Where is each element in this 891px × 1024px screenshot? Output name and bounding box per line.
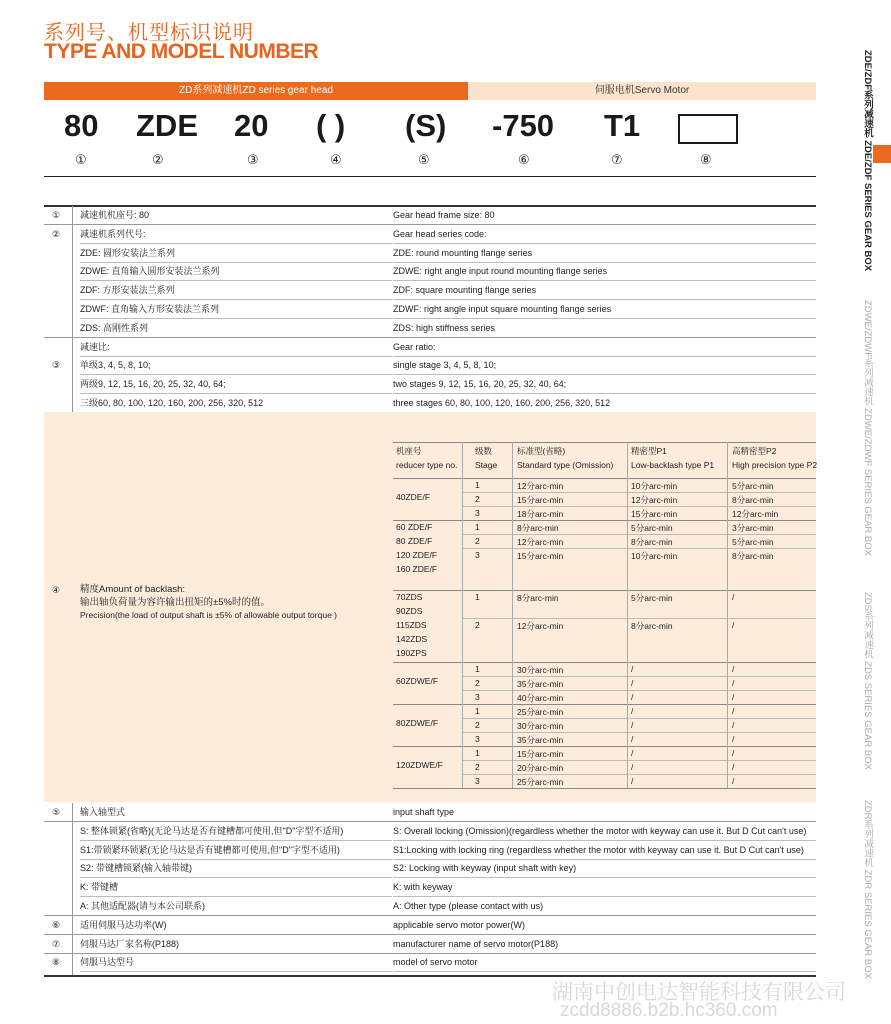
- legend-row: [44, 356, 816, 375]
- code-precision: ( ): [316, 108, 346, 143]
- table-divider: [627, 442, 628, 788]
- row-text-cn: 伺服马达型号: [80, 957, 135, 968]
- row-number: ②: [52, 228, 61, 239]
- servo-motor-bar: 伺服电机Servo Motor: [468, 82, 816, 100]
- table-rule: [393, 746, 816, 747]
- row-text-en: K: with keyway: [393, 882, 453, 893]
- gear-head-bar: ZD系列减速机ZD series gear head: [44, 82, 468, 100]
- table-cell: 3: [475, 734, 480, 744]
- table-cell: 15分arc-min: [517, 495, 564, 505]
- table-cell: /: [732, 734, 735, 744]
- table-subrule: [462, 690, 816, 691]
- reducer-type: 160 ZDE/F: [396, 564, 438, 574]
- table-cell: 25分arc-min: [517, 777, 564, 787]
- table-cell: 3: [475, 508, 480, 518]
- row-separator: [80, 971, 392, 972]
- table-rule: [393, 478, 816, 479]
- row-text-cn: A: 其他适配器(请与本公司联系): [80, 901, 205, 911]
- table-cell: /: [732, 678, 735, 688]
- table-header: 高精密型P2: [732, 446, 777, 456]
- reducer-type: 115ZDS: [396, 620, 427, 630]
- table-cell: /: [631, 692, 634, 702]
- precision-title: 精度Amount of backlash:: [80, 584, 186, 595]
- table-divider: [512, 442, 513, 788]
- reducer-type: 190ZPS: [396, 648, 427, 658]
- row-text-en: ZDF: square mounting flange series: [393, 285, 537, 296]
- reducer-type: 120ZDWE/F: [396, 760, 443, 770]
- row-text-cn: 伺服马达厂家名称(P188): [80, 938, 180, 949]
- side-label: ZDR系列减速机 ZDR SERIES GEAR BOX: [862, 800, 873, 979]
- legend-row: [44, 822, 816, 841]
- legend-row: [44, 916, 816, 935]
- table-cell: 8分arc-min: [631, 537, 673, 547]
- table-rule: [393, 704, 816, 705]
- table-rule: [393, 788, 816, 789]
- table-cell: 35分arc-min: [517, 679, 564, 689]
- table-cell: /: [732, 692, 735, 702]
- table-header: 标准型(省略): [517, 446, 566, 456]
- table-cell: 12分arc-min: [517, 621, 564, 631]
- row-text-en: two stages 9, 12, 15, 16, 20, 25, 32, 40, 64;: [393, 379, 567, 390]
- legend-row: [44, 244, 816, 263]
- legend-row: [44, 859, 816, 878]
- table-cell: 30分arc-min: [517, 665, 564, 675]
- row-text-en: three stages 60, 80, 100, 120, 160, 200, 256, 320, 512: [393, 398, 611, 408]
- side-label: ZDWE/ZDWF系列减速机 ZDWE/ZDWF SERIES GEAR BOX: [862, 300, 873, 556]
- code-number: ②: [152, 152, 164, 167]
- precision-note-cn: 输出轴负荷量为容许输出扭矩的±5%时的值。: [80, 597, 270, 608]
- legend-row: [44, 953, 816, 972]
- code-frame: 80: [64, 108, 99, 143]
- code-model-box: [678, 114, 738, 144]
- column-divider: [72, 803, 73, 975]
- precision-note-en: Precision(the load of output shaft is ±5% of allowable output torque ): [80, 610, 337, 620]
- row-text-en: ZDS: high stiffness series: [393, 322, 495, 333]
- code-number: ⑥: [518, 152, 530, 167]
- row-number: ④: [52, 585, 61, 595]
- row-number: ③: [52, 360, 61, 371]
- table-cell: 1: [475, 480, 480, 490]
- side-tab-marker: [873, 145, 891, 163]
- table-cell: 12分arc-min: [631, 495, 678, 505]
- table-cell: /: [732, 776, 735, 786]
- reducer-type: 90ZDS: [396, 606, 423, 616]
- table-cell: 40分arc-min: [517, 693, 564, 703]
- legend-row: [44, 878, 816, 897]
- title-english: TYPE AND MODEL NUMBER: [44, 40, 319, 63]
- row-separator: [393, 971, 816, 972]
- row-number: ⑤: [52, 807, 61, 817]
- row-text-en: A: Other type (please contact with us): [393, 901, 544, 911]
- table-header: 级数: [475, 446, 493, 456]
- table-cell: 2: [475, 762, 480, 772]
- table-cell: /: [732, 664, 735, 674]
- table-cell: 25分arc-min: [517, 707, 564, 717]
- table-cell: 12分arc-min: [517, 537, 564, 547]
- table-cell: 3: [475, 550, 480, 560]
- table-subrule: [462, 492, 816, 493]
- row-text-cn: ZDS: 高刚性系列: [80, 322, 149, 333]
- table-cell: /: [732, 720, 735, 730]
- reducer-type: 80ZDWE/F: [396, 718, 439, 728]
- table-cell: 10分arc-min: [631, 551, 678, 561]
- legend-row: [44, 300, 816, 319]
- reducer-type: 60ZDWE/F: [396, 676, 439, 686]
- legend-row: [44, 262, 816, 281]
- table-header: Low-backlash type P1: [631, 460, 715, 470]
- row-number: ⑥: [52, 919, 61, 930]
- legend-row: [44, 206, 816, 225]
- code-number: ①: [75, 152, 87, 167]
- table-cell: /: [732, 762, 735, 772]
- table-rule: [393, 520, 816, 521]
- table-subrule: [462, 618, 816, 619]
- table-cell: 1: [475, 706, 480, 716]
- legend-row: [44, 225, 816, 244]
- table-rule: [393, 662, 816, 663]
- row-text-cn: 减速机系列代号:: [80, 228, 146, 239]
- reducer-type: 60 ZDE/F: [396, 522, 433, 532]
- table-cell: 2: [475, 494, 480, 504]
- legend-row: [44, 375, 816, 394]
- table-cell: 3分arc-min: [732, 523, 774, 533]
- table-cell: /: [732, 620, 735, 630]
- row-text-en: ZDWF: right angle input square mounting flange series: [393, 304, 612, 314]
- row-text-cn: 适用伺服马达功率(W): [80, 919, 167, 930]
- code-series: ZDE: [136, 108, 198, 143]
- table-subrule: [462, 548, 816, 549]
- table-cell: 5分arc-min: [631, 523, 673, 533]
- code-number: ⑧: [700, 152, 712, 167]
- reducer-type: 142ZDS: [396, 634, 428, 644]
- table-cell: 8分arc-min: [732, 551, 774, 561]
- reducer-type: 40ZDE/F: [396, 492, 431, 502]
- table-subrule: [462, 676, 816, 677]
- watermark-company: 湖南中创电达智能科技有限公司: [552, 981, 846, 1004]
- table-subrule: [462, 534, 816, 535]
- table-cell: /: [631, 720, 634, 730]
- table-cell: /: [732, 748, 735, 758]
- row-text-cn: S: 整体锁紧(省略)(无论马达是否有键槽都可使用,但"D"字型不适用): [80, 825, 344, 836]
- legend-row: [44, 319, 816, 338]
- row-text-cn: ZDWF: 直角输入方形安装法兰系列: [80, 304, 219, 314]
- row-number: ⑦: [52, 938, 61, 949]
- code-number: ③: [247, 152, 259, 167]
- code-shaft: (S): [405, 108, 447, 143]
- table-cell: 8分arc-min: [732, 495, 774, 505]
- table-cell: 5分arc-min: [732, 537, 774, 547]
- table-cell: /: [631, 678, 634, 688]
- row-text-cn: 两级9, 12, 15, 16, 20, 25, 32, 40, 64;: [80, 379, 226, 390]
- row-text-en: ZDWE: right angle input round mounting flange series: [393, 266, 608, 277]
- row-text-cn: 三级60, 80, 100, 120, 160, 200, 256, 320, 512: [80, 398, 264, 408]
- table-cell: 8分arc-min: [517, 523, 559, 533]
- table-subrule: [462, 506, 816, 507]
- code-ratio: 20: [234, 108, 269, 143]
- code-maker: T1: [604, 108, 641, 143]
- table-cell: 1: [475, 522, 480, 532]
- table-cell: /: [732, 592, 735, 602]
- row-text-en: S2: Locking with keyway (input shaft with key): [393, 863, 577, 874]
- row-text-cn: S2: 带键槽锁紧(输入轴带键): [80, 863, 193, 874]
- table-cell: 3: [475, 692, 480, 702]
- table-cell: 12分arc-min: [732, 509, 779, 519]
- table-cell: 30分arc-min: [517, 721, 564, 731]
- row-text-en: Gear ratio:: [393, 341, 436, 352]
- table-cell: 2: [475, 678, 480, 688]
- row-text-cn: ZDF: 方形安装法兰系列: [80, 285, 175, 296]
- row-text-en: model of servo motor: [393, 957, 478, 968]
- table-cell: 1: [475, 748, 480, 758]
- table-cell: 2: [475, 620, 480, 630]
- row-text-cn: ZDE: 圆形安装法兰系列: [80, 247, 176, 258]
- row-text-en: applicable servo motor power(W): [393, 919, 526, 930]
- legend-row: [44, 841, 816, 860]
- side-label: ZDE/ZDF系列减速机 ZDE/ZDF SERIES GEAR BOX: [862, 50, 873, 272]
- table-cell: /: [631, 734, 634, 744]
- reducer-type: 120 ZDE/F: [396, 550, 438, 560]
- table-cell: /: [631, 748, 634, 758]
- table-cell: 15分arc-min: [517, 551, 564, 561]
- legend-row: [44, 803, 816, 822]
- reducer-type: 80 ZDE/F: [396, 536, 433, 546]
- table-cell: /: [631, 762, 634, 772]
- table-header: 机座号: [396, 446, 422, 456]
- row-text-cn: K: 带键槽: [80, 882, 119, 893]
- row-text-en: Gear head frame size: 80: [393, 210, 495, 220]
- table-cell: 20分arc-min: [517, 763, 564, 773]
- watermark-url: zcdd8886.b2b.hc360.com: [560, 1000, 778, 1021]
- table-cell: 35分arc-min: [517, 735, 564, 745]
- divider: [44, 176, 816, 177]
- legend-row: [44, 281, 816, 300]
- table-cell: /: [631, 776, 634, 786]
- table-header: Stage: [475, 460, 498, 470]
- table-cell: /: [631, 706, 634, 716]
- row-text-cn: 减速机机座号: 80: [80, 210, 150, 220]
- table-subrule: [462, 774, 816, 775]
- code-number: ⑦: [611, 152, 623, 167]
- table-header: High precision type P2: [732, 460, 818, 470]
- table-cell: 8分arc-min: [631, 621, 673, 631]
- row-text-cn: S1:带锁紧环锁紧(无论马达是否有键槽都可使用,但"D"字型不适用): [80, 844, 340, 855]
- code-power: -750: [492, 108, 555, 143]
- table-cell: 8分arc-min: [517, 593, 559, 603]
- row-text-cn: 输入轴型式: [80, 807, 126, 817]
- legend-row: [44, 935, 816, 954]
- table-cell: 15分arc-min: [517, 749, 564, 759]
- legend-row: [44, 897, 816, 916]
- title-chinese: 系列号、机型标识说明: [44, 22, 254, 44]
- table-header: Standard type (Omission): [517, 460, 614, 470]
- row-text-cn: 单级3, 4, 5, 8, 10;: [80, 360, 151, 371]
- row-text-en: S: Overall locking (Omission)(regardless whether the motor with keyway can use it. But D Cut can't use): [393, 825, 807, 836]
- code-number: ④: [330, 152, 342, 167]
- row-text-cn: ZDWE: 直角输入圆形安装法兰系列: [80, 266, 220, 277]
- row-number: ⑧: [52, 957, 61, 968]
- row-text-en: Gear head series code:: [393, 228, 487, 239]
- table-cell: 12分arc-min: [517, 481, 564, 491]
- table-subrule: [462, 732, 816, 733]
- table-cell: 10分arc-min: [631, 481, 678, 491]
- table-subrule: [462, 718, 816, 719]
- row-text-cn: 减速比:: [80, 341, 110, 352]
- table-cell: 15分arc-min: [631, 509, 678, 519]
- table-cell: 1: [475, 592, 480, 602]
- row-text-en: single stage 3, 4, 5, 8, 10;: [393, 360, 497, 371]
- legend-row: [44, 338, 816, 357]
- table-divider: [727, 442, 728, 788]
- legend-row: [44, 394, 816, 413]
- table-header: reducer type no.: [396, 460, 458, 470]
- row-text-en: input shaft type: [393, 807, 455, 817]
- table-cell: 2: [475, 536, 480, 546]
- table-cell: 5分arc-min: [732, 481, 774, 491]
- table-divider: [462, 442, 463, 788]
- table-cell: /: [631, 664, 634, 674]
- side-label: ZDS系列减速机 ZDS SERIES GEAR BOX: [862, 592, 873, 770]
- table-rule: [393, 590, 816, 591]
- table-rule: [393, 442, 816, 443]
- row-text-en: S1:Locking with locking ring (regardless whether the motor with keyway can use it. But D Cut can't use): [393, 844, 804, 855]
- code-number: ⑤: [418, 152, 430, 167]
- table-cell: 3: [475, 776, 480, 786]
- row-number: ①: [52, 210, 61, 220]
- table-cell: 1: [475, 664, 480, 674]
- table-cell: 5分arc-min: [631, 593, 673, 603]
- table-cell: 18分arc-min: [517, 509, 564, 519]
- table-cell: 2: [475, 720, 480, 730]
- row-text-en: ZDE: round mounting flange series: [393, 247, 533, 258]
- reducer-type: 70ZDS: [396, 592, 423, 602]
- table-cell: /: [732, 706, 735, 716]
- column-divider: [72, 206, 73, 412]
- table-header: 精密型P1: [631, 446, 667, 456]
- table-subrule: [462, 760, 816, 761]
- row-text-en: manufacturer name of servo motor(P188): [393, 938, 559, 949]
